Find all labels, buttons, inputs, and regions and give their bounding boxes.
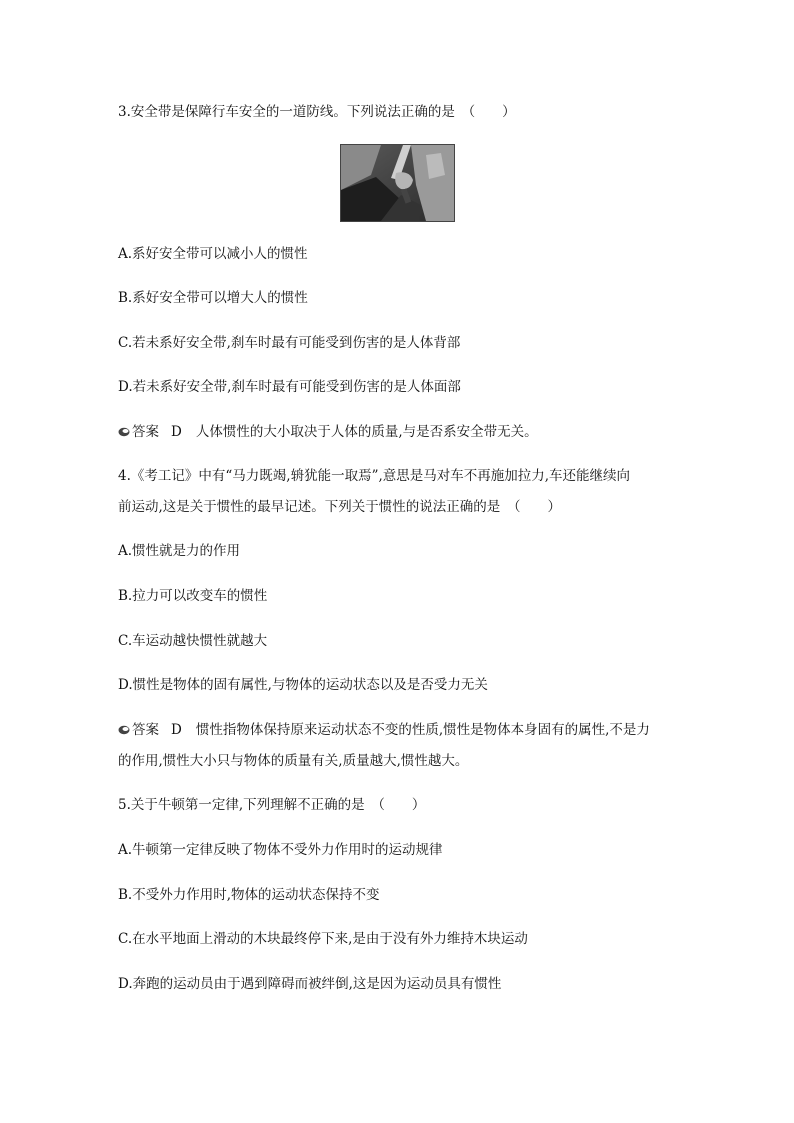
q5-option-b: B.不受外力作用时,物体的运动状态保持不变 bbox=[118, 887, 380, 903]
answer-key: D bbox=[171, 424, 182, 440]
q5-option-a: A.牛顿第一定律反映了物体不受外力作用时的运动规律 bbox=[118, 842, 443, 858]
q5-option-c: C.在水平地面上滑动的木块最终停下来,是由于没有外力维持木块运动 bbox=[118, 931, 528, 947]
q3-option-a: A.系好安全带可以减小人的惯性 bbox=[118, 246, 308, 262]
q3-option-d: D.若未系好安全带,刹车时最有可能受到伤害的是人体面部 bbox=[118, 379, 461, 395]
q3-stem: 3.安全带是保障行车安全的一道防线。下列说法正确的是 （ ） bbox=[118, 104, 516, 120]
q4-option-b: B.拉力可以改变车的惯性 bbox=[118, 588, 268, 604]
answer-explanation: 惯性指物体保持原来运动状态不变的性质,惯性是物体本身固有的属性,不是力 bbox=[195, 722, 650, 738]
q3-answer bbox=[118, 423, 538, 441]
seatbelt-photo-graphic bbox=[341, 145, 454, 221]
answer-icon bbox=[118, 427, 130, 437]
q5-option-d: D.奔跑的运动员由于遇到障碍而被绊倒,这是因为运动员具有惯性 bbox=[118, 976, 502, 992]
q4-option-c: C.车运动越快惯性就越大 bbox=[118, 633, 268, 649]
answer-label: 答案 bbox=[132, 424, 159, 440]
answer-key: D bbox=[171, 722, 182, 738]
q5-stem: 5.关于牛顿第一定律,下列理解不正确的是 （ ） bbox=[118, 797, 426, 813]
answer-icon bbox=[118, 725, 130, 735]
seatbelt-photo bbox=[340, 144, 455, 222]
q4-stem-line2: 前运动,这是关于惯性的最早记述。下列关于惯性的说法正确的是 （ ） bbox=[118, 499, 562, 515]
answer-explanation: 人体惯性的大小取决于人体的质量,与是否系安全带无关。 bbox=[195, 424, 538, 440]
q3-option-c: C.若未系好安全带,刹车时最有可能受到伤害的是人体背部 bbox=[118, 335, 461, 351]
q4-answer bbox=[118, 721, 650, 739]
q4-answer-line2: 的作用,惯性大小只与物体的质量有关,质量越大,惯性越大。 bbox=[118, 753, 469, 769]
q4-stem-line1: 4.《考工记》中有“马力既竭,辀犹能一取焉”,意思是马对车不再施加拉力,车还能继续向 bbox=[118, 468, 631, 484]
q4-option-d: D.惯性是物体的固有属性,与物体的运动状态以及是否受力无关 bbox=[118, 677, 488, 693]
answer-label: 答案 bbox=[132, 722, 159, 738]
q3-option-b: B.系好安全带可以增大人的惯性 bbox=[118, 290, 308, 306]
q4-option-a: A.惯性就是力的作用 bbox=[118, 543, 241, 559]
